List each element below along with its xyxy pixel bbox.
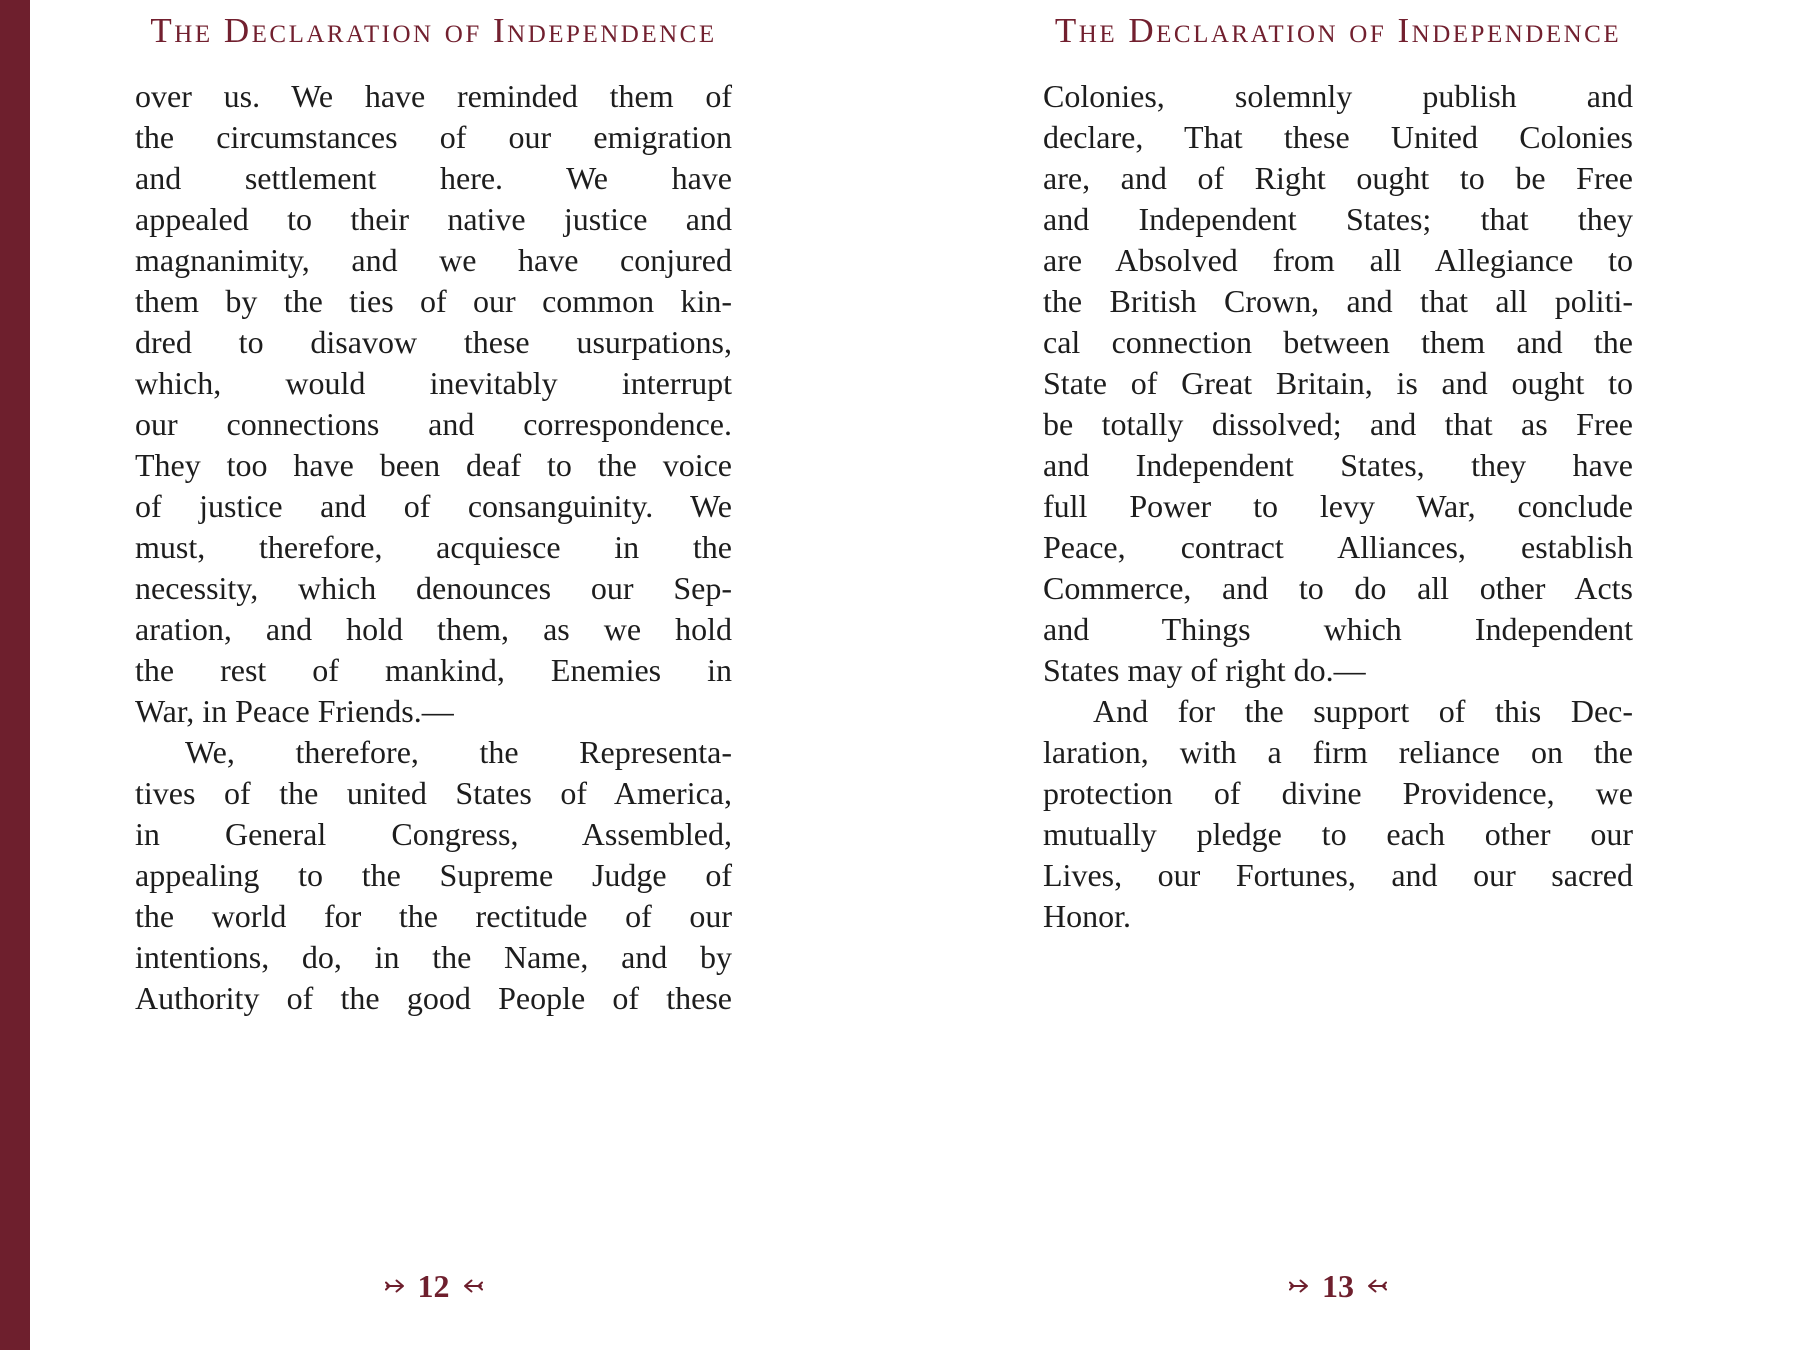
running-header: The Declaration of Independence xyxy=(150,11,717,50)
text-line: are, and of Right ought to be Free xyxy=(1043,160,1633,196)
text-line: Commerce, and to do all other Acts xyxy=(1043,570,1633,606)
arrow-right-ornament-icon xyxy=(1289,1278,1309,1294)
text-line: be totally dissolved; and that as Free xyxy=(1043,406,1633,442)
text-line: We, therefore, the Representa- xyxy=(185,734,732,770)
page-body xyxy=(1043,76,1633,937)
text-line: They too have been deaf to the voice xyxy=(135,447,732,483)
text-line: and Things which Independent xyxy=(1043,611,1633,647)
text-line: magnanimity, and we have conjured xyxy=(135,242,732,278)
text-line: Honor. xyxy=(1043,898,1131,934)
text-line: tives of the united States of America, xyxy=(135,775,732,811)
text-line: which, would inevitably interrupt xyxy=(135,365,732,401)
text-line: the circumstances of our emigration xyxy=(135,119,732,155)
text-line: States may of right do.— xyxy=(1043,652,1366,688)
text-line: Authority of the good People of these xyxy=(135,980,732,1016)
text-line: are Absolved from all Allegiance to xyxy=(1043,242,1633,278)
running-header: The Declaration of Independence xyxy=(1054,11,1622,50)
book-cover-edge xyxy=(0,0,30,1350)
text-line: and settlement here. We have xyxy=(135,160,732,196)
text-line: State of Great Britain, is and ought to xyxy=(1043,365,1633,401)
text-line: Lives, our Fortunes, and our sacred xyxy=(1043,857,1633,893)
text-line: over us. We have reminded them of xyxy=(135,78,732,114)
text-line: in General Congress, Assembled, xyxy=(135,816,732,852)
text-line: And for the support of this Dec- xyxy=(1093,693,1633,729)
text-line: of justice and of consanguinity. We xyxy=(135,488,732,524)
text-line: the rest of mankind, Enemies in xyxy=(135,652,732,688)
text-line: protection of divine Providence, we xyxy=(1043,775,1633,811)
text-line: and Independent States, they have xyxy=(1043,447,1633,483)
text-line: laration, with a firm reliance on the xyxy=(1043,734,1633,770)
text-line: and Independent States; that they xyxy=(1043,201,1633,237)
text-line: the world for the rectitude of our xyxy=(135,898,732,934)
text-line: mutually pledge to each other our xyxy=(1043,816,1633,852)
text-line: them by the ties of our common kin- xyxy=(135,283,732,319)
text-line: War, in Peace Friends.— xyxy=(135,693,454,729)
text-line: appealed to their native justice and xyxy=(135,201,732,237)
text-line: Colonies, solemnly publish and xyxy=(1043,78,1633,114)
page-number: 13 xyxy=(1322,1268,1354,1304)
page-12 xyxy=(135,0,732,1350)
text-line: necessity, which denounces our Sep- xyxy=(135,570,732,606)
text-line: cal connection between them and the xyxy=(1043,324,1633,360)
page-13 xyxy=(1043,0,1633,1350)
arrow-left-ornament-icon xyxy=(463,1278,483,1294)
text-line: the British Crown, and that all politi- xyxy=(1043,283,1633,319)
text-line: Peace, contract Alliances, establish xyxy=(1043,529,1633,565)
text-line: appealing to the Supreme Judge of xyxy=(135,857,732,893)
page-footer xyxy=(135,1268,732,1304)
text-line: our connections and correspondence. xyxy=(135,406,732,442)
text-line: dred to disavow these usurpations, xyxy=(135,324,732,360)
arrow-left-ornament-icon xyxy=(1367,1278,1387,1294)
page-footer xyxy=(1043,1268,1633,1304)
text-line: aration, and hold them, as we hold xyxy=(135,611,732,647)
page-number: 12 xyxy=(417,1268,450,1304)
text-line: declare, That these United Colonies xyxy=(1043,119,1633,155)
page-body xyxy=(135,76,732,1019)
text-line: full Power to levy War, conclude xyxy=(1043,488,1633,524)
text-line: must, therefore, acquiesce in the xyxy=(135,529,732,565)
arrow-right-ornament-icon xyxy=(385,1278,405,1294)
text-line: intentions, do, in the Name, and by xyxy=(135,939,732,975)
